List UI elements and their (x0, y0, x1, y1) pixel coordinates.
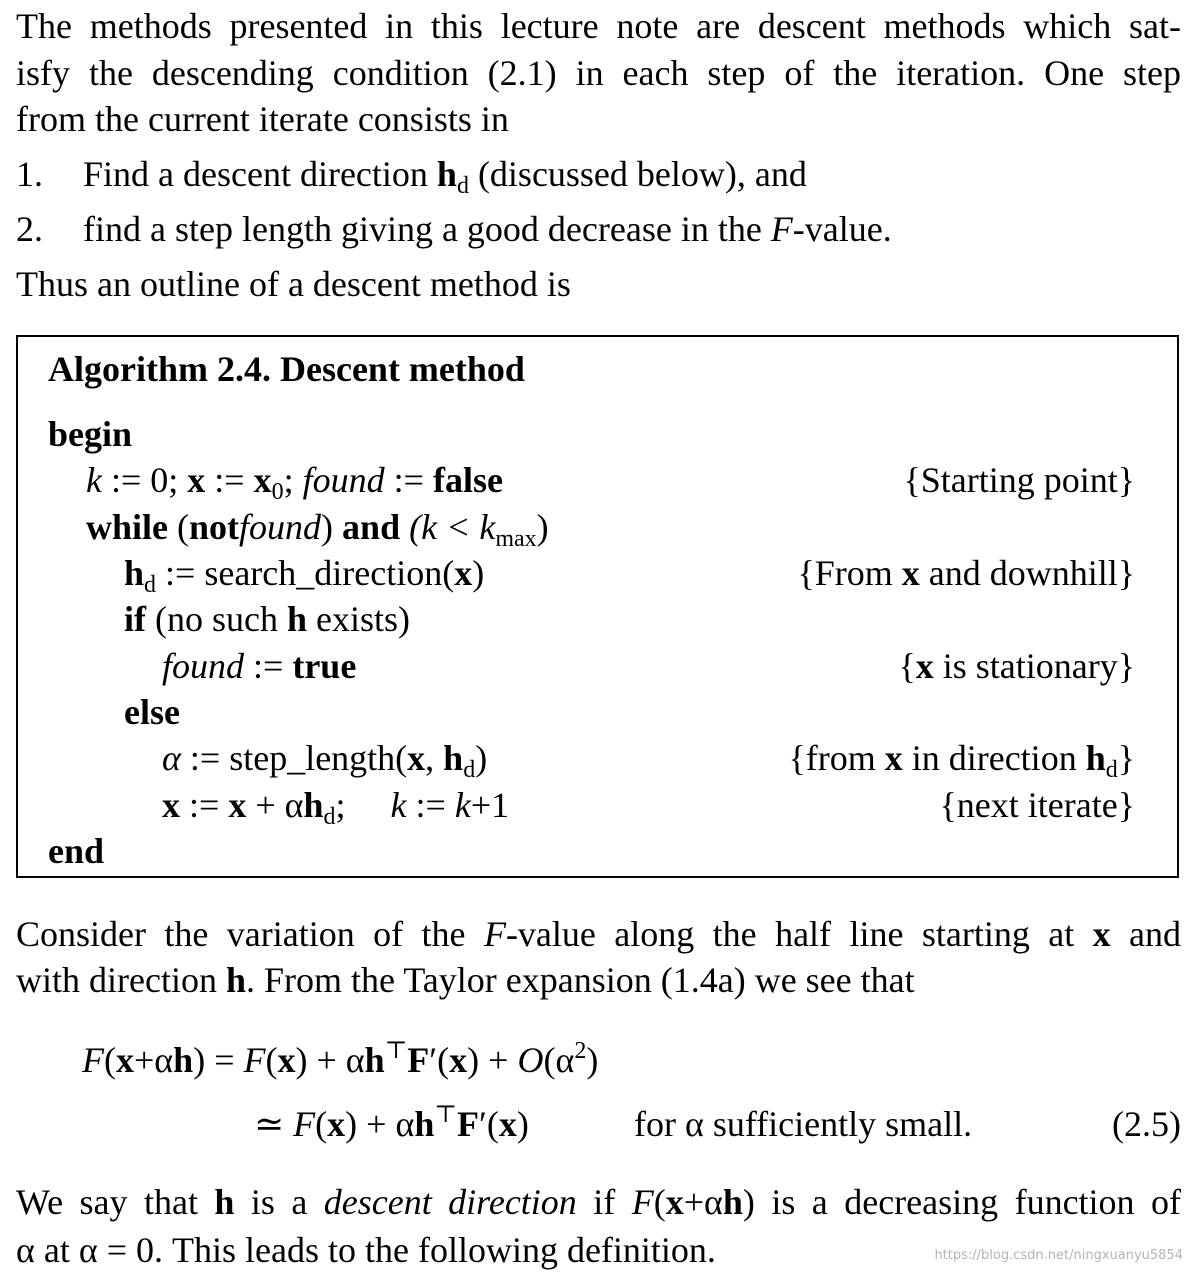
text: := (180, 785, 229, 825)
step-text: (discussed below), and (468, 154, 807, 194)
text: := (205, 460, 254, 500)
step-1 (16, 154, 807, 199)
text: if (576, 1182, 632, 1222)
var-x: x (277, 1040, 296, 1080)
var-found: found (162, 646, 245, 686)
var-x: x (116, 1040, 134, 1080)
text: ) + α (345, 1104, 415, 1144)
algo-line-if (124, 601, 410, 637)
text: in direction (902, 738, 1086, 778)
text: ) + (467, 1040, 518, 1080)
comment-starting-point: {Starting point} (903, 460, 1135, 500)
para2-line-2 (16, 962, 915, 998)
term-descent-direction: descent direction (323, 1182, 577, 1222)
text: We say that (16, 1182, 215, 1222)
algo-line-search-direction (124, 553, 485, 598)
intro-line-2: isfy the descending condition (2.1) in each step of the iteration. One step (16, 53, 1181, 93)
step-text: find a step length giving a good decrease in the (83, 209, 771, 249)
text: ≃ (254, 1104, 294, 1144)
algorithm-box (16, 335, 1179, 878)
subscript: 0 (271, 479, 284, 505)
keyword-else: else (124, 692, 180, 732)
text: ( (104, 1040, 116, 1080)
symbol-F: F (770, 209, 793, 249)
para2-line-1 (16, 916, 1181, 952)
step-2 (16, 211, 892, 247)
text: {from (788, 738, 885, 778)
comment-stationary (898, 648, 1135, 684)
text: ) (472, 553, 485, 593)
var-h: h (443, 738, 464, 778)
subscript: d (1105, 757, 1118, 783)
algo-line-while (86, 507, 549, 552)
var-h: h (286, 599, 308, 639)
text: +α (683, 1182, 723, 1222)
keyword-begin: begin (48, 414, 133, 454)
text: := (406, 785, 455, 825)
text: ′( (429, 1040, 450, 1080)
text: ) (516, 1104, 529, 1144)
comment-from-x-downhill (797, 555, 1135, 591)
equation-condition: for α sufficiently small. (634, 1104, 973, 1144)
symbol-F: F (243, 1040, 266, 1080)
condition: (k < k (400, 507, 496, 547)
intro-line-1: The methods presented in this lecture note are descent methods which sat- (16, 6, 1181, 46)
text: ; (283, 460, 303, 500)
comment-from-x-direction (788, 738, 1135, 783)
var-h: h (364, 1040, 385, 1080)
var-h: h (414, 1104, 435, 1144)
var-h: h (722, 1182, 743, 1222)
text: is a (234, 1182, 324, 1222)
var-h: h (214, 1182, 235, 1222)
symbol-h: h (436, 154, 457, 194)
text: -value along the half line starting at (505, 914, 1093, 954)
var-x: x (449, 1040, 468, 1080)
symbol-F-gradient: F (456, 1104, 479, 1144)
keyword-and: and (342, 507, 401, 547)
text: Consider the variation of the (16, 914, 484, 954)
symbol-F: F (631, 1182, 654, 1222)
var-x: x (228, 785, 247, 825)
keyword-end: end (48, 831, 105, 871)
comment-next-iterate: {next iterate} (939, 785, 1135, 825)
subscript: d (456, 173, 469, 199)
outline-sentence: Thus an outline of a descent method is (16, 264, 571, 304)
algo-line-update (162, 785, 510, 830)
text: ′( (478, 1104, 499, 1144)
text: } (1117, 738, 1135, 778)
text: + α (246, 785, 304, 825)
step-text: -value. (792, 209, 892, 249)
var-x: x (1092, 914, 1111, 954)
algorithm-title: Algorithm 2.4. Descent method (48, 349, 525, 389)
text: +1 (470, 785, 510, 825)
text: ( (168, 507, 190, 547)
var-x: x (884, 738, 903, 778)
text: and downhill} (919, 553, 1135, 593)
var-k: k (390, 785, 407, 825)
var-x: x (915, 646, 934, 686)
text: (no such (146, 599, 287, 639)
text: := 0; (101, 460, 188, 500)
text: with direction (16, 960, 226, 1000)
step-number: 1. (16, 154, 43, 194)
var-h: h (124, 553, 145, 593)
text: exists) (307, 599, 411, 639)
text: ) (536, 507, 549, 547)
step-text: Find a descent direction (83, 154, 437, 194)
var-x: x (327, 1104, 346, 1144)
var-x0: x (253, 460, 272, 500)
keyword-false: false (432, 460, 503, 500)
text: , (425, 738, 444, 778)
subscript: d (144, 572, 157, 598)
text: := (244, 646, 293, 686)
text: := search_direction( (156, 553, 455, 593)
var-k: k (454, 785, 471, 825)
equation-number: (2.5) (1112, 1104, 1181, 1144)
text: ( (265, 1040, 278, 1080)
var-x: x (407, 738, 426, 778)
text: ) (193, 1040, 206, 1080)
text: {From (797, 553, 902, 593)
var-h: h (1085, 738, 1106, 778)
subscript: max (495, 526, 537, 552)
algo-line-step-length (162, 738, 488, 783)
var-x: x (162, 785, 180, 825)
text: ) (321, 507, 343, 547)
var-x: x (665, 1182, 684, 1222)
symbol-O: O (517, 1040, 544, 1080)
algo-line-found-true (162, 648, 356, 684)
keyword-if: if (124, 599, 146, 639)
text: ) (475, 738, 488, 778)
para3-line-1 (16, 1184, 1181, 1220)
var-x: x (454, 553, 473, 593)
text: (α (543, 1040, 575, 1080)
text: = (205, 1040, 244, 1080)
var-x: x (187, 460, 206, 500)
subscript: d (463, 757, 476, 783)
keyword-true: true (292, 646, 357, 686)
transpose-symbol: ⊤ (384, 1038, 408, 1064)
symbol-F: F (82, 1040, 104, 1080)
var-h: h (303, 785, 324, 825)
text: ; (335, 785, 391, 825)
transpose-symbol: ⊤ (434, 1102, 457, 1128)
step-number: 2. (16, 209, 43, 249)
algo-line-init (86, 460, 503, 505)
text: is stationary} (933, 646, 1135, 686)
keyword-while: while (86, 507, 169, 547)
text: and (1110, 914, 1182, 954)
var-k: k (86, 460, 102, 500)
watermark: https://blog.csdn.net/ningxuanyu5854 (934, 1248, 1183, 1263)
var-found: found (239, 507, 322, 547)
equation-row-1 (82, 1038, 599, 1080)
symbol-F-gradient: F (407, 1040, 430, 1080)
equation-row-2 (254, 1102, 529, 1144)
var-x: x (498, 1104, 517, 1144)
text: ) + α (295, 1040, 365, 1080)
text: +α (134, 1040, 174, 1080)
var-x: x (901, 553, 920, 593)
text: := (384, 460, 433, 500)
var-alpha: α (162, 738, 181, 778)
text: ( (653, 1182, 666, 1222)
text: ) is a decreasing function of (742, 1182, 1181, 1222)
text: . From the Taylor expansion (1.4a) we see that (245, 960, 915, 1000)
symbol-F: F (483, 914, 506, 954)
text: ) (586, 1040, 599, 1080)
var-found: found (302, 460, 385, 500)
intro-line-3: from the current iterate consists in (16, 99, 509, 139)
symbol-F: F (293, 1104, 316, 1144)
text: { (898, 646, 916, 686)
keyword-not: not (189, 507, 240, 547)
subscript: d (323, 804, 336, 830)
var-h: h (225, 960, 246, 1000)
text: := step_length( (180, 738, 408, 778)
var-h: h (173, 1040, 194, 1080)
text: ( (315, 1104, 328, 1144)
superscript: 2 (574, 1038, 587, 1064)
para3-line-2: α at α = 0. This leads to the following definition. (16, 1230, 716, 1270)
